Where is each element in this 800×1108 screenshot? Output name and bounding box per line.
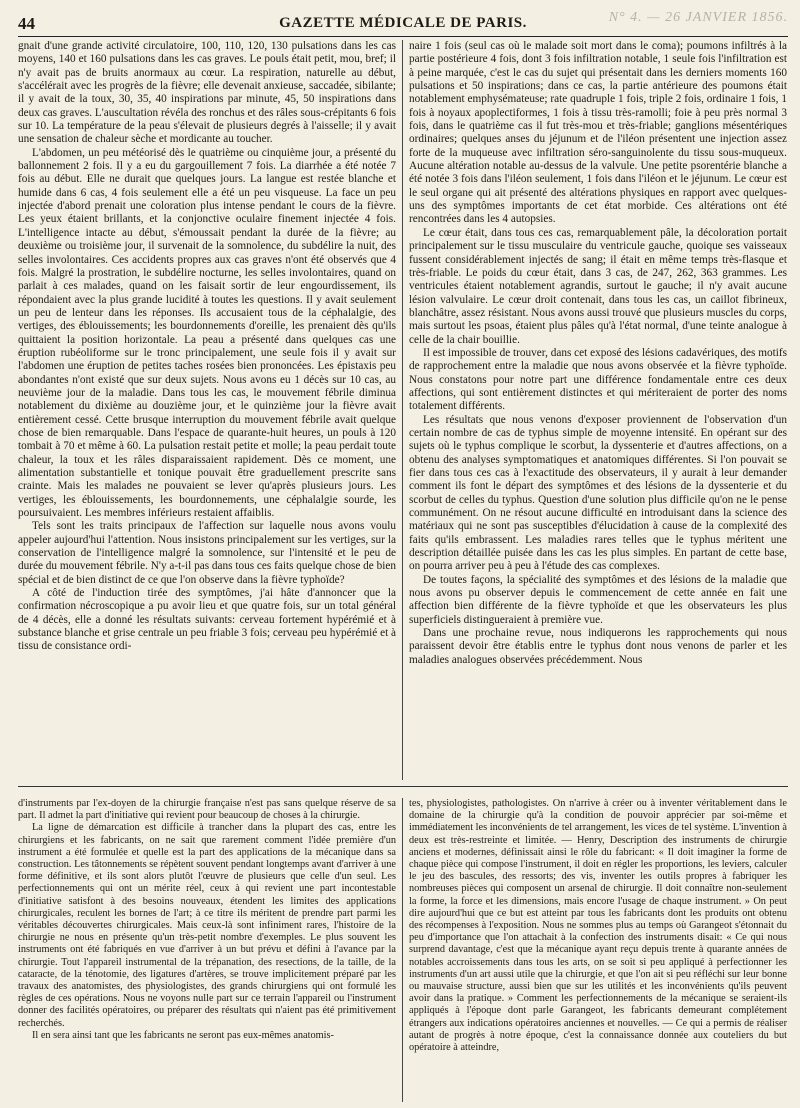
- paragraph: La ligne de démarcation est difficile à trancher dans la plupart des cas, entre les chirurgiens et les fabricants, on ne sait que rarement comment l'idée première d'un instrument a été formulée et quelle est la part des applications de la mécanique dans sa construction. Les tâtonnements se répètent souvent pendant longtemps avant d'arriver à une forme définitive, et ils sont alors plutôt l'œuvre de plusieurs que celle d'un seul. Les perfectionnements qui ont un mérite réel, ceux à qui revient une part incontestable d'initiative satisfont à des besoins nouveaux, étendent les limites des applications chirurgicales, reculent les bornes de l'art; à ce titre ils méritent de prendre part parmi les véritables découvertes chirurgicales. Mais ceux-là sont infiniment rares, l'histoire de la chirurgie ne nous en présente qu'un très-petit nombre d'exemples. Le plus souvent les instruments ont été fabriqués en vue d'arriver à un but prévu et défini à l'avance par la chirurgie. Tout l'appareil instrumental de la trépanation, des resections, de la taille, de la cataracte, de la ténotomie, des ligatures d'artères, se trouve implicitement préparé par les travaux des anatomistes, des physiologistes, des grands chirurgiens qui ont formulé les règles de ces opérations. Nous ne voyons nulle part sur ce terrain l'appareil ou l'instrument donner des facilités opératoires, ou préparer des résultats qui n'aient pas été primitivement recherchés.: [18, 822, 396, 1029]
- paragraph: Tels sont les traits principaux de l'affection sur laquelle nous avons voulu appeler aujourd'hui l'attention. Nous insistons principalement sur les vertiges, sur la conservation de l'intelligence malgré la somnolence, sur l'intensité et le peu de durée du mouvement fébrile. N'y a-t-il pas dans tous ces faits quelque chose de bien spécial et de bien distinct de ce que l'on observe dans la fièvre typhoïde?: [18, 520, 396, 586]
- paragraph: Les résultats que nous venons d'exposer proviennent de l'observation d'un certain nombre de cas de typhus simple de moyenne intensité. En opérant sur des sujets où le typhus complique le scorbut, la dyssenterie et d'autres affections, on a obtenu des analyses symptomatiques et anatomiques différentes. Si l'on pouvait se fier dans tous ces cas à l'exactitude des observateurs, il y aurait à leur demander comment ils font le départ des symptômes et des lésions de la dyssenterie et du scorbut de celles du typhus. Question d'une solution plus difficile qu'on ne le pense communément. On ne résout aucune difficulté en introduisant dans la science des matériaux qui ne sont pas susceptibles d'élucidation à cause de la complexité des faits qu'ils embrassent. Les maladies rares telles que le typhus méritent une description détaillée puisée dans les cas les plus simples. En partant de cette base, on pourra arriver peu à peu à l'étude des cas complexes.: [409, 413, 787, 573]
- paragraph: d'instruments par l'ex-doyen de la chirurgie française n'est pas sans quelque réserve de sa part. Il admet la part d'initiative qui revient pour beaucoup de choses à la chirurgie.: [18, 798, 396, 822]
- paragraph: tes, physiologistes, pathologistes. On n'arrive à créer ou à inventer véritablement dans le domaine de la chirurgie qu'à la condition de pouvoir apprécier par soi-même et immédiatement les inconvénients de tel arrangement, les vices de tel système. L'invention à deux est très-restreinte et limitée. — Henry, Description des instruments de chirurgie anciens et modernes, définissait ainsi le rôle du fabricant: « Il doit imaginer la forme de chaque pièce qui compose l'instrument, il doit en régler les proportions, les leviers, calculer le jeu des bascules, des ressorts; des vis, inventer les outils propres à fabriquer les nombreuses pièces qui composent un arsenal de chirurgie. Il doit connaître non-seulement la forme, la force et les dimensions, mais encore l'usage de chaque instrument. » On peut dire aujourd'hui que ce but est atteint par tous les fabricants dont les produits ont obtenu des récompenses à l'exposition. Nous ne sommes plus au temps où Garangeot s'étonnait du peu d'importance que l'on attachait à la confection des instruments disait: « Ce qui nous surprend davantage, c'est que la mécanique ayant reçu depuis trente à quarante années de notables accroissements dans tous les arts, on se soit si peu appliqué à perfectionner les instruments d'un art aussi utile que la chirurgie, et que l'on ait si peu réfléchi sur leur bonne ou mauvaise structure, aussi bien que sur les utilités et les inconvénients qu'ils peuvent avoir dans la pratique. » Comment les perfectionnements de la mécanique se seraient-ils appliqués à l'époque dont parle Garangeot, les fabricants demeurant complétement étrangers aux indications opératoires anciennes et nouvelles. — Ce qui a permis de réaliser autant de progrès à notre époque, c'est la connaissance donnée aux couteliers du but opératoire à atteindre,: [409, 798, 787, 1054]
- lower-right-column: [409, 798, 787, 1102]
- paragraph: De toutes façons, la spécialité des symptômes et des lésions de la maladie que nous avons pu observer depuis le commencement de cette année en fait une affection bien différente de la fièvre typhoïde et que les observateurs les plus superficiels distingueraient à première vue.: [409, 573, 787, 626]
- feuilleton-instruments: [18, 798, 788, 1102]
- issue-stamp: N° 4. — 26 JANVIER 1856.: [608, 10, 788, 25]
- paragraph: naire 1 fois (seul cas où le malade soit mort dans le coma); poumons infiltrés à la partie postérieure 4 fois, dont 3 fois infiltration notable, 1 seule fois l'infiltration est à peine marquée, c'est le cas du sujet qui présentait dans les derniers moments 160 pulsations et 50 inspirations; dans ce cas, la partie antérieure des poumons était notablement emphysémateuse; rate quadruple 1 fois, triple 2 fois, ordinaire 1 fois, 1 fois à noyaux apoplectiformes, 1 fois à tissu très-ramolli; foie à peu près normal 3 fois, dans le quatrième cas il fut très-mou et très-friable; ganglions mésentériques ordinaires; quelques anses du jéjunum et de l'iléon présentent une injection assez forte de la muqueuse avec infiltration séro-sanguinolente du tissu sous-muqueux. Aucune altération notable au-dessus de la valvule. Une petite psorentérie blanche a été notée 3 fois dans l'iléon seulement, 1 fois dans l'iléon et le jéjunum. Le cœur est le seul organe qui ait présenté des altérations physiques en rapport avec quelques-uns des symptômes importants de cet état morbide. Ces altérations ont été rencontrées dans les 4 autopsies.: [409, 40, 787, 226]
- paragraph: A côté de l'induction tirée des symptômes, j'ai hâte d'annoncer que la confirmation nécroscopique a pu avoir lieu et que quatre fois, sur un total général de 4 décès, elle a donné les résultats suivants: cerveau fortement hypérémié et à substance blanche et grise centrale un peu friable 3 fois; cerveau peu hypérémié et à tissu de consistance ordi-: [18, 587, 396, 653]
- page-number: 44: [18, 14, 35, 33]
- paragraph: Dans une prochaine revue, nous indiquerons les rapprochements qui nous paraissent devoir être établis entre le typhus dont nous venons de parler et les maladies analogues observées précédemment. Nous: [409, 627, 787, 666]
- paragraph: L'abdomen, un peu météorisé dès le quatrième ou cinquième jour, a présenté du ballonnement 2 fois. Il y a eu du gargouillement 7 fois. La diarrhée a été notée 7 fois au début. Elle ne durait que quelques jours. La langue est restée blanche et humide dans 6 cas, 4 fois seulement elle a été un peu visqueuse. La face un peu injectée d'abord prenait une coloration plus intense pendant le cours de la fièvre. Les yeux étaient brillants, et la conjonctive oculaire finement injectée 4 fois. L'intelligence intacte au début, s'émoussait pendant la durée de la fièvre; au deuxième ou troisième jour, il survenait de la somnolence, du subdélire la nuit, des selles involontaires. Ces accidents propres aux cas graves n'ont été observés que 4 fois. Malgré la prostration, le subdélire nocturne, les selles involontaires, quand on parlait à ces malades, quand on les faisait sortir de leur engourdissement, ils répondaient avec la plus grande lucidité à toutes les questions. Il y avait seulement un peu de lenteur dans les réponses. Ils accusaient tous de la céphalalgie, des vertiges, des éblouissements; les bourdonnements d'oreille, les prenaient dès qu'ils quittaient la position horizontale. La peau a présenté dans quelques cas une éruption rubéoliforme sur le tronc principalement, une seule fois il y avait sur l'abdomen une éruption de petites taches rosées bien prononcées. Les épistaxis peu abondantes n'ont existé que sur deux sujets. Nous avons eu 1 décès sur 10 cas, au neuvième jour de la maladie. Dans tous les cas, le mouvement fébrile diminua notablement du dixième au douzième jour, et le quinzième jour la fièvre avait entièrement cessé. Cette brusque interruption du mouvement fébrile avait quelque chose de bien remarquable. Dans l'espace de quarante-huit heures, un pouls à 120 tombait à 70 et même à 60. La pulsation restait petite et molle; la peau perdait toute chaleur, la toux et les râles disparaissaient rapidement. Dès ce moment, une alimentation substantielle et tonique pouvait être graduellement prescrite sans crainte. Mais les malades ne pouvaient se lever qu'après plusieurs jours. Les vertiges, les éblouissements, les bourdonnements, une céphalalgie sourde, les poursuivaient. Les membres inférieurs restaient affaiblis.: [18, 146, 396, 520]
- column-divider: [402, 798, 403, 1102]
- lower-left-column: [18, 798, 396, 1102]
- paragraph: Le cœur était, dans tous ces cas, remarquablement pâle, la décoloration portait principalement sur le tissu musculaire du ventricule gauche, quoique ses vaisseaux fussent considérablement injectés de sang; il était en même temps très-flasque et très-friable. Le poids du cœur était, dans 3 cas, de 247, 262, 363 grammes. Les ventricules étaient notablement agrandis, surtout le gauche; il n'y avait aucune lésion valvulaire. Le cœur droit contenait, dans tous les cas, un caillot fibrineux, blanchâtre, assez résistant. Nous avons aussi trouvé que plusieurs muscles du corps, mais surtout les psoas, étaient plus pâles qu'à l'état normal, d'une teinte analogue à celle de la chair bouillie.: [409, 226, 787, 346]
- paragraph: gnait d'une grande activité circulatoire, 100, 110, 120, 130 pulsations dans les cas moyens, 140 et 160 pulsations dans les cas graves. Le pouls était petit, mou, bref; il n'y avait pas de bruits anormaux au cœur. La respiration, naturelle au début, s'accélérait avec les progrès de la fièvre; elle devenait anxieuse, saccadée, sibilante; il y avait de la toux, 30, 35, 40 inspirations par minute, 45, 50 inspirations dans deux cas graves. L'auscultation révéla des ronchus et des râles sous-crépitants 6 fois sur 10. La température de la peau s'élevait de plusieurs degrés à l'aisselle; il y avait une sensation de chaleur sèche et mordicante au toucher.: [18, 40, 396, 146]
- page-header: [18, 6, 788, 37]
- newspaper-page: [18, 6, 788, 1102]
- paragraph: Il est impossible de trouver, dans cet exposé des lésions cadavériques, des motifs de rapprochement entre la maladie que nous avons observée et la fièvre typhoïde. Nous constatons pour notre part une différence fondamentale entre ces deux affections, qui sont entièrement distinctes et qui mériteraient de porter des noms totalement différents.: [409, 346, 787, 413]
- upper-left-column: [18, 40, 396, 780]
- section-divider: [18, 786, 788, 787]
- journal-title: GAZETTE MÉDICALE DE PARIS.: [279, 15, 527, 31]
- column-divider: [402, 40, 403, 780]
- paragraph: Il en sera ainsi tant que les fabricants ne seront pas eux-mêmes anatomis-: [32, 1029, 334, 1041]
- article-typhus: [18, 40, 788, 780]
- upper-right-column: [409, 40, 787, 780]
